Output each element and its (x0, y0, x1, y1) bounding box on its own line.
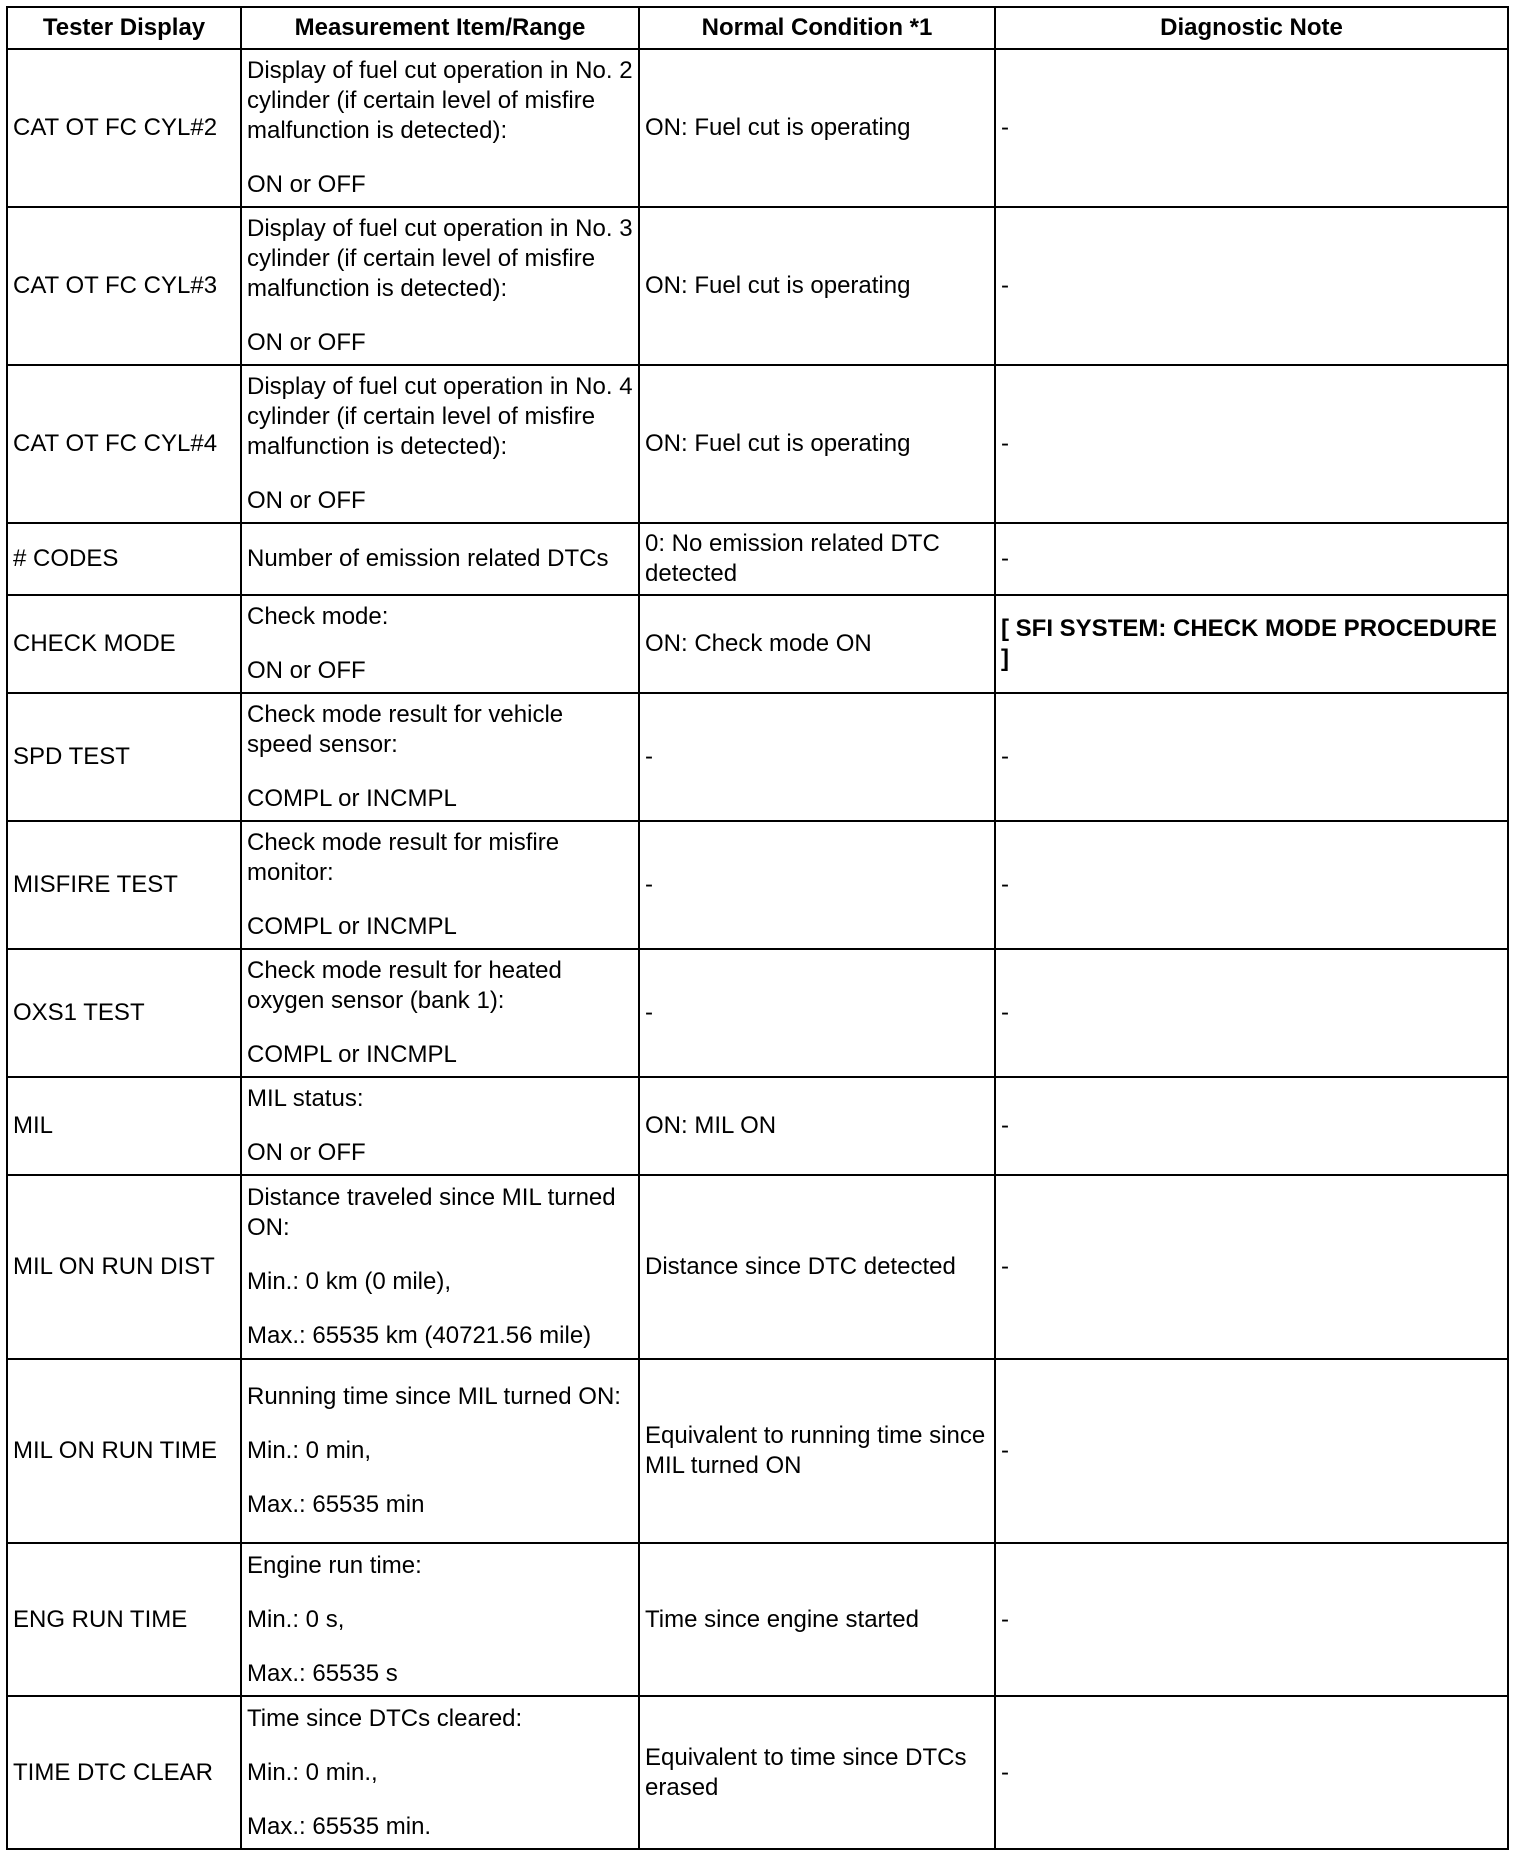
diagnostic-note-cell: - (995, 693, 1508, 821)
measurement-line: Number of emission related DTCs (247, 545, 609, 572)
tester-display-cell: TIME DTC CLEAR (7, 1696, 241, 1849)
table-row (7, 207, 1508, 365)
tester-display-cell: SPD TEST (7, 693, 241, 821)
diagnostic-note-cell: - (995, 523, 1508, 595)
measurement-line: Check mode result for heated oxygen sensor (bank 1): (247, 957, 562, 1014)
measurement-line: Min.: 0 km (0 mile), (247, 1268, 452, 1295)
header-tester-display: Tester Display (7, 7, 241, 49)
header-measurement-item: Measurement Item/Range (241, 7, 639, 49)
normal-condition-cell: ON: Fuel cut is operating (639, 365, 995, 523)
diagnostic-note-cell: - (995, 1359, 1508, 1543)
diagnostic-note-cell: - (995, 1543, 1508, 1696)
normal-condition-cell: Equivalent to running time since MIL turned ON (639, 1359, 995, 1543)
tester-display-cell: CAT OT FC CYL#4 (7, 365, 241, 523)
measurement-line: ON or OFF (247, 329, 366, 356)
tester-display-cell: CHECK MODE (7, 595, 241, 693)
table-row (7, 1696, 1508, 1849)
normal-condition-cell: - (639, 693, 995, 821)
measurement-line: Max.: 65535 km (40721.56 mile) (247, 1322, 592, 1349)
measurement-line: ON or OFF (247, 487, 366, 514)
header-diagnostic-note: Diagnostic Note (995, 7, 1508, 49)
measurement-line: Display of fuel cut operation in No. 3 cylinder (if certain level of misfire malfunction is detected): (247, 215, 633, 302)
tester-display-cell: OXS1 TEST (7, 949, 241, 1077)
diagnostic-note-cell: - (995, 1175, 1508, 1359)
diagnostic-note-cell: - (995, 365, 1508, 523)
measurement-line: Min.: 0 min, (247, 1437, 372, 1464)
measurement-cell (241, 595, 639, 693)
measurement-line: Min.: 0 s, (247, 1605, 345, 1633)
tester-display-cell: ENG RUN TIME (7, 1543, 241, 1696)
measurement-cell (241, 1175, 639, 1359)
table-row (7, 1543, 1508, 1696)
table-row (7, 1175, 1508, 1359)
measurement-line: Check mode: (247, 603, 389, 630)
measurement-line: Check mode result for vehicle speed sensor: (247, 701, 564, 758)
tester-display-cell: MIL ON RUN TIME (7, 1359, 241, 1543)
measurement-line: Engine run time: (247, 1551, 422, 1579)
diagnostic-note-cell: - (995, 1696, 1508, 1849)
diagnostic-table (6, 6, 1509, 1850)
table-row (7, 1077, 1508, 1175)
measurement-line: Display of fuel cut operation in No. 4 cylinder (if certain level of misfire malfunction is detected): (247, 373, 633, 460)
normal-condition-cell: Distance since DTC detected (639, 1175, 995, 1359)
measurement-line: COMPL or INCMPL (247, 913, 457, 940)
measurement-cell (241, 1696, 639, 1849)
measurement-cell (241, 49, 639, 207)
normal-condition-cell: ON: MIL ON (639, 1077, 995, 1175)
measurement-cell (241, 523, 639, 595)
measurement-cell (241, 1543, 639, 1696)
normal-condition-cell: - (639, 949, 995, 1077)
table-row (7, 1359, 1508, 1543)
normal-condition-cell: ON: Fuel cut is operating (639, 49, 995, 207)
normal-condition-cell: - (639, 821, 995, 949)
diagnostic-note-cell: - (995, 49, 1508, 207)
table-row (7, 595, 1508, 693)
tester-display-cell: MIL (7, 1077, 241, 1175)
measurement-cell (241, 1077, 639, 1175)
tester-display-cell: # CODES (7, 523, 241, 595)
measurement-cell (241, 949, 639, 1077)
measurement-cell (241, 821, 639, 949)
table-row (7, 693, 1508, 821)
diagnostic-note-cell: - (995, 1077, 1508, 1175)
tester-display-cell: CAT OT FC CYL#3 (7, 207, 241, 365)
normal-condition-cell: ON: Fuel cut is operating (639, 207, 995, 365)
header-normal-condition: Normal Condition *1 (639, 7, 995, 49)
measurement-line: Min.: 0 min., (247, 1758, 378, 1786)
measurement-line: ON or OFF (247, 1139, 366, 1166)
measurement-line: COMPL or INCMPL (247, 1041, 457, 1068)
measurement-line: ON or OFF (247, 171, 366, 198)
table-row (7, 949, 1508, 1077)
measurement-line: COMPL or INCMPL (247, 785, 457, 812)
measurement-line: Time since DTCs cleared: (247, 1704, 523, 1732)
table-row (7, 365, 1508, 523)
measurement-line: Running time since MIL turned ON: (247, 1383, 621, 1410)
table-row (7, 821, 1508, 949)
diagnostic-note-cell: - (995, 207, 1508, 365)
tester-display-cell: CAT OT FC CYL#2 (7, 49, 241, 207)
normal-condition-cell: ON: Check mode ON (639, 595, 995, 693)
measurement-line: MIL status: (247, 1085, 364, 1112)
diagnostic-note-cell: - (995, 949, 1508, 1077)
table-body (7, 49, 1508, 1849)
measurement-cell (241, 207, 639, 365)
measurement-line: Max.: 65535 min. (247, 1812, 432, 1840)
normal-condition-cell: Equivalent to time since DTCs erased (639, 1696, 995, 1849)
measurement-cell (241, 1359, 639, 1543)
table-row (7, 523, 1508, 595)
measurement-cell (241, 693, 639, 821)
measurement-line: Check mode result for misfire monitor: (247, 829, 560, 886)
table-row (7, 49, 1508, 207)
measurement-line: Max.: 65535 s (247, 1659, 398, 1687)
measurement-line: Distance traveled since MIL turned ON: (247, 1184, 616, 1241)
diagnostic-note-link[interactable]: [ SFI SYSTEM: CHECK MODE PROCEDURE ] (995, 595, 1508, 693)
measurement-line: ON or OFF (247, 657, 366, 684)
header-row (7, 7, 1508, 49)
measurement-line: Display of fuel cut operation in No. 2 cylinder (if certain level of misfire malfunction is detected): (247, 57, 633, 144)
diagnostic-note-cell: - (995, 821, 1508, 949)
measurement-line: Max.: 65535 min (247, 1491, 425, 1518)
tester-display-cell: MIL ON RUN DIST (7, 1175, 241, 1359)
normal-condition-cell: Time since engine started (639, 1543, 995, 1696)
tester-display-cell: MISFIRE TEST (7, 821, 241, 949)
normal-condition-cell: 0: No emission related DTC detected (639, 523, 995, 595)
measurement-cell (241, 365, 639, 523)
